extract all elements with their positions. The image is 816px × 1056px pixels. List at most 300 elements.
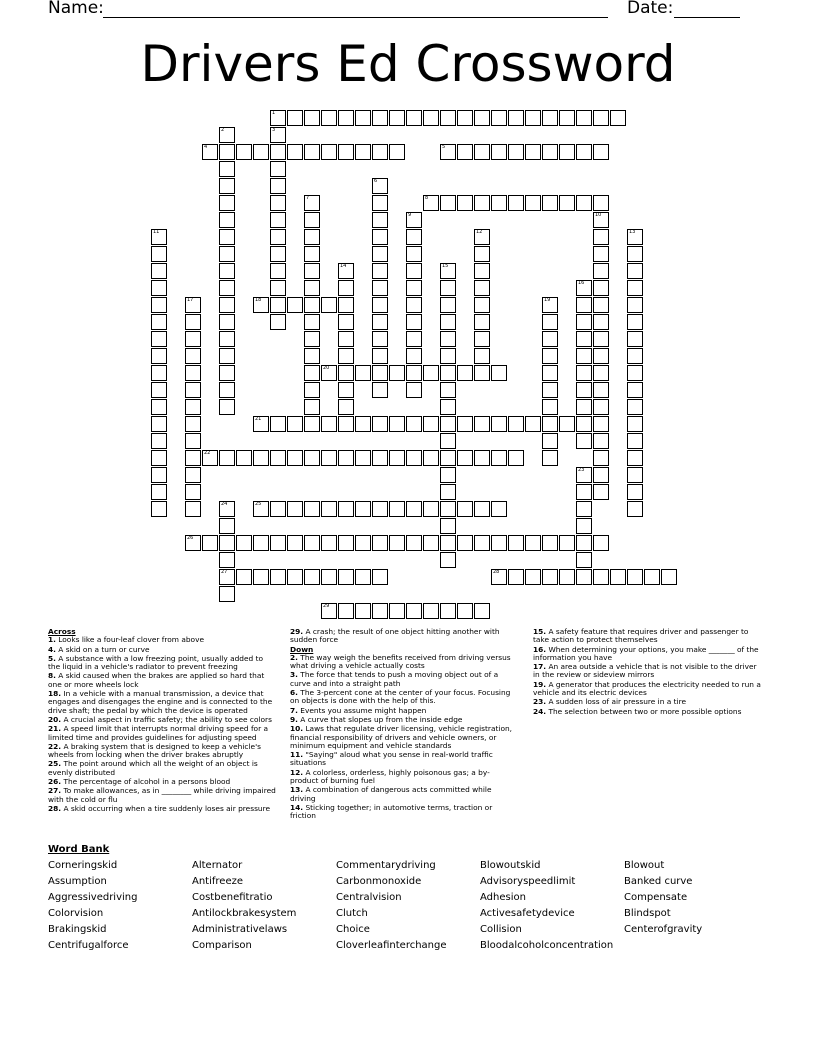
grid-cell[interactable]: [185, 399, 201, 415]
grid-cell[interactable]: [576, 569, 592, 585]
grid-cell[interactable]: [304, 501, 320, 517]
grid-cell[interactable]: [219, 518, 235, 534]
grid-cell[interactable]: [576, 144, 592, 160]
grid-cell[interactable]: [355, 569, 371, 585]
grid-cell[interactable]: [389, 501, 405, 517]
grid-cell[interactable]: [338, 144, 354, 160]
grid-cell[interactable]: [355, 450, 371, 466]
grid-cell[interactable]: [508, 195, 524, 211]
grid-cell[interactable]: [525, 416, 541, 432]
grid-cell[interactable]: [338, 314, 354, 330]
grid-cell[interactable]: [576, 365, 592, 381]
grid-cell[interactable]: [151, 263, 167, 279]
grid-cell[interactable]: [338, 603, 354, 619]
grid-cell[interactable]: [202, 535, 218, 551]
grid-cell[interactable]: [219, 314, 235, 330]
grid-cell[interactable]: [287, 569, 303, 585]
grid-cell[interactable]: [372, 212, 388, 228]
grid-cell[interactable]: [576, 382, 592, 398]
grid-cell[interactable]: [440, 314, 456, 330]
grid-cell[interactable]: [440, 433, 456, 449]
grid-cell[interactable]: [151, 280, 167, 296]
grid-cell[interactable]: [423, 450, 439, 466]
grid-cell[interactable]: [576, 552, 592, 568]
grid-cell[interactable]: [304, 246, 320, 262]
grid-cell[interactable]: [185, 365, 201, 381]
grid-cell[interactable]: [304, 569, 320, 585]
grid-cell[interactable]: [219, 348, 235, 364]
grid-cell[interactable]: [270, 229, 286, 245]
grid-cell[interactable]: [406, 229, 422, 245]
grid-cell[interactable]: [219, 552, 235, 568]
grid-cell[interactable]: [627, 365, 643, 381]
grid-cell[interactable]: [474, 314, 490, 330]
grid-cell[interactable]: [372, 297, 388, 313]
grid-cell[interactable]: [338, 399, 354, 415]
grid-cell[interactable]: [457, 535, 473, 551]
grid-cell[interactable]: [304, 212, 320, 228]
grid-cell[interactable]: [287, 110, 303, 126]
grid-cell[interactable]: [542, 416, 558, 432]
grid-cell[interactable]: [372, 263, 388, 279]
grid-cell[interactable]: [185, 416, 201, 432]
grid-cell[interactable]: [321, 297, 337, 313]
grid-cell[interactable]: [559, 535, 575, 551]
grid-cell[interactable]: [644, 569, 660, 585]
grid-cell[interactable]: [593, 314, 609, 330]
grid-cell[interactable]: [559, 144, 575, 160]
grid-cell[interactable]: [440, 416, 456, 432]
grid-cell[interactable]: [542, 110, 558, 126]
grid-cell[interactable]: [321, 416, 337, 432]
grid-cell[interactable]: [389, 110, 405, 126]
grid-cell[interactable]: [576, 110, 592, 126]
grid-cell[interactable]: [389, 450, 405, 466]
grid-cell[interactable]: [440, 603, 456, 619]
grid-cell[interactable]: [627, 263, 643, 279]
grid-cell[interactable]: [389, 144, 405, 160]
grid-cell[interactable]: [474, 501, 490, 517]
grid-cell[interactable]: [627, 433, 643, 449]
grid-cell[interactable]: [627, 280, 643, 296]
grid-cell[interactable]: [559, 195, 575, 211]
grid-cell[interactable]: [372, 280, 388, 296]
grid-cell[interactable]: [321, 535, 337, 551]
grid-cell[interactable]: [219, 161, 235, 177]
grid-cell[interactable]: [304, 297, 320, 313]
grid-cell[interactable]: [151, 382, 167, 398]
grid-cell[interactable]: [389, 365, 405, 381]
grid-cell[interactable]: [151, 450, 167, 466]
grid-cell[interactable]: [542, 331, 558, 347]
grid-cell[interactable]: [287, 501, 303, 517]
grid-cell[interactable]: [440, 110, 456, 126]
grid-cell[interactable]: [593, 110, 609, 126]
grid-cell[interactable]: [236, 144, 252, 160]
grid-cell[interactable]: [457, 450, 473, 466]
grid-cell[interactable]: [474, 195, 490, 211]
grid-cell[interactable]: [321, 501, 337, 517]
grid-cell[interactable]: [576, 501, 592, 517]
grid-cell[interactable]: [304, 535, 320, 551]
grid-cell[interactable]: [593, 399, 609, 415]
grid-cell[interactable]: [508, 450, 524, 466]
grid-cell[interactable]: [338, 297, 354, 313]
grid-cell[interactable]: [474, 348, 490, 364]
date-line[interactable]: [674, 17, 740, 18]
grid-cell[interactable]: [542, 450, 558, 466]
grid-cell[interactable]: [576, 331, 592, 347]
grid-cell[interactable]: [185, 433, 201, 449]
grid-cell[interactable]: [576, 433, 592, 449]
grid-cell[interactable]: [304, 263, 320, 279]
grid-cell[interactable]: [355, 603, 371, 619]
grid-cell[interactable]: [236, 569, 252, 585]
grid-cell[interactable]: [219, 365, 235, 381]
grid-cell[interactable]: [151, 348, 167, 364]
grid-cell[interactable]: [270, 212, 286, 228]
grid-cell[interactable]: [474, 110, 490, 126]
grid-cell[interactable]: [372, 501, 388, 517]
grid-cell[interactable]: [372, 246, 388, 262]
grid-cell[interactable]: [219, 535, 235, 551]
grid-cell[interactable]: [525, 195, 541, 211]
grid-cell[interactable]: [440, 280, 456, 296]
grid-cell[interactable]: [440, 365, 456, 381]
grid-cell[interactable]: [253, 535, 269, 551]
grid-cell[interactable]: [270, 314, 286, 330]
grid-cell[interactable]: [627, 467, 643, 483]
grid-cell[interactable]: [219, 263, 235, 279]
grid-cell[interactable]: [304, 280, 320, 296]
grid-cell[interactable]: [406, 382, 422, 398]
grid-cell[interactable]: [372, 382, 388, 398]
grid-cell[interactable]: [559, 110, 575, 126]
grid-cell[interactable]: [474, 603, 490, 619]
grid-cell[interactable]: [627, 314, 643, 330]
grid-cell[interactable]: [627, 399, 643, 415]
grid-cell[interactable]: [576, 399, 592, 415]
grid-cell[interactable]: [440, 552, 456, 568]
grid-cell[interactable]: [321, 144, 337, 160]
grid-cell[interactable]: [304, 229, 320, 245]
grid-cell[interactable]: [627, 297, 643, 313]
grid-cell[interactable]: [423, 501, 439, 517]
grid-cell[interactable]: [542, 314, 558, 330]
grid-cell[interactable]: [219, 331, 235, 347]
grid-cell[interactable]: [338, 365, 354, 381]
grid-cell[interactable]: [440, 484, 456, 500]
grid-cell[interactable]: [457, 110, 473, 126]
grid-cell[interactable]: [151, 484, 167, 500]
grid-cell[interactable]: [219, 382, 235, 398]
grid-cell[interactable]: [219, 280, 235, 296]
grid-cell[interactable]: [440, 382, 456, 398]
grid-cell[interactable]: [270, 450, 286, 466]
grid-cell[interactable]: [593, 535, 609, 551]
grid-cell[interactable]: [406, 535, 422, 551]
grid-cell[interactable]: [525, 110, 541, 126]
grid-cell[interactable]: [185, 348, 201, 364]
grid-cell[interactable]: [185, 382, 201, 398]
grid-cell[interactable]: [372, 569, 388, 585]
grid-cell[interactable]: [491, 365, 507, 381]
grid-cell[interactable]: [270, 297, 286, 313]
grid-cell[interactable]: [593, 246, 609, 262]
grid-cell[interactable]: [406, 246, 422, 262]
grid-cell[interactable]: [304, 314, 320, 330]
grid-cell[interactable]: [440, 467, 456, 483]
grid-cell[interactable]: [321, 110, 337, 126]
grid-cell[interactable]: [440, 501, 456, 517]
grid-cell[interactable]: [559, 416, 575, 432]
grid-cell[interactable]: [576, 484, 592, 500]
grid-cell[interactable]: [406, 280, 422, 296]
grid-cell[interactable]: [627, 382, 643, 398]
grid-cell[interactable]: [661, 569, 677, 585]
grid-cell[interactable]: [185, 331, 201, 347]
grid-cell[interactable]: [355, 535, 371, 551]
grid-cell[interactable]: [593, 416, 609, 432]
grid-cell[interactable]: [491, 535, 507, 551]
grid-cell[interactable]: [253, 144, 269, 160]
grid-cell[interactable]: [338, 535, 354, 551]
grid-cell[interactable]: [474, 144, 490, 160]
grid-cell[interactable]: [525, 535, 541, 551]
grid-cell[interactable]: [355, 144, 371, 160]
grid-cell[interactable]: [440, 195, 456, 211]
grid-cell[interactable]: [304, 110, 320, 126]
grid-cell[interactable]: [610, 110, 626, 126]
grid-cell[interactable]: [542, 433, 558, 449]
grid-cell[interactable]: [151, 433, 167, 449]
grid-cell[interactable]: [593, 229, 609, 245]
grid-cell[interactable]: [287, 535, 303, 551]
grid-cell[interactable]: [627, 484, 643, 500]
grid-cell[interactable]: [270, 535, 286, 551]
grid-cell[interactable]: [423, 535, 439, 551]
grid-cell[interactable]: [270, 501, 286, 517]
grid-cell[interactable]: [338, 110, 354, 126]
grid-cell[interactable]: [457, 144, 473, 160]
grid-cell[interactable]: [151, 246, 167, 262]
grid-cell[interactable]: [406, 365, 422, 381]
grid-cell[interactable]: [627, 569, 643, 585]
grid-cell[interactable]: [304, 348, 320, 364]
grid-cell[interactable]: [372, 195, 388, 211]
grid-cell[interactable]: [372, 229, 388, 245]
grid-cell[interactable]: [338, 382, 354, 398]
grid-cell[interactable]: [440, 450, 456, 466]
grid-cell[interactable]: [542, 348, 558, 364]
grid-cell[interactable]: [372, 314, 388, 330]
grid-cell[interactable]: [542, 144, 558, 160]
grid-cell[interactable]: [355, 501, 371, 517]
grid-cell[interactable]: [491, 195, 507, 211]
grid-cell[interactable]: [627, 501, 643, 517]
grid-cell[interactable]: [372, 535, 388, 551]
grid-cell[interactable]: [355, 416, 371, 432]
grid-cell[interactable]: [185, 314, 201, 330]
grid-cell[interactable]: [423, 416, 439, 432]
grid-cell[interactable]: [372, 365, 388, 381]
grid-cell[interactable]: [542, 535, 558, 551]
grid-cell[interactable]: [151, 416, 167, 432]
grid-cell[interactable]: [406, 263, 422, 279]
grid-cell[interactable]: [627, 416, 643, 432]
grid-cell[interactable]: [491, 144, 507, 160]
grid-cell[interactable]: [219, 297, 235, 313]
grid-cell[interactable]: [406, 348, 422, 364]
grid-cell[interactable]: [406, 314, 422, 330]
grid-cell[interactable]: [457, 195, 473, 211]
grid-cell[interactable]: [372, 603, 388, 619]
grid-cell[interactable]: [304, 450, 320, 466]
grid-cell[interactable]: [474, 246, 490, 262]
grid-cell[interactable]: [338, 348, 354, 364]
grid-cell[interactable]: [151, 501, 167, 517]
grid-cell[interactable]: [610, 569, 626, 585]
grid-cell[interactable]: [304, 144, 320, 160]
grid-cell[interactable]: [474, 297, 490, 313]
grid-cell[interactable]: [219, 212, 235, 228]
grid-cell[interactable]: [270, 416, 286, 432]
grid-cell[interactable]: [576, 314, 592, 330]
grid-cell[interactable]: [491, 450, 507, 466]
grid-cell[interactable]: [576, 348, 592, 364]
grid-cell[interactable]: [593, 144, 609, 160]
grid-cell[interactable]: [304, 399, 320, 415]
grid-cell[interactable]: [508, 416, 524, 432]
grid-cell[interactable]: [185, 484, 201, 500]
grid-cell[interactable]: [389, 603, 405, 619]
grid-cell[interactable]: [253, 450, 269, 466]
grid-cell[interactable]: [219, 399, 235, 415]
grid-cell[interactable]: [151, 297, 167, 313]
grid-cell[interactable]: [457, 501, 473, 517]
grid-cell[interactable]: [474, 280, 490, 296]
grid-cell[interactable]: [627, 246, 643, 262]
grid-cell[interactable]: [593, 450, 609, 466]
grid-cell[interactable]: [372, 348, 388, 364]
grid-cell[interactable]: [627, 348, 643, 364]
grid-cell[interactable]: [457, 603, 473, 619]
grid-cell[interactable]: [593, 331, 609, 347]
grid-cell[interactable]: [338, 280, 354, 296]
grid-cell[interactable]: [304, 331, 320, 347]
grid-cell[interactable]: [219, 229, 235, 245]
grid-cell[interactable]: [593, 263, 609, 279]
grid-cell[interactable]: [457, 416, 473, 432]
grid-cell[interactable]: [338, 569, 354, 585]
grid-cell[interactable]: [559, 569, 575, 585]
grid-cell[interactable]: [219, 450, 235, 466]
grid-cell[interactable]: [151, 467, 167, 483]
grid-cell[interactable]: [576, 518, 592, 534]
grid-cell[interactable]: [406, 416, 422, 432]
grid-cell[interactable]: [406, 297, 422, 313]
grid-cell[interactable]: [151, 331, 167, 347]
grid-cell[interactable]: [219, 144, 235, 160]
grid-cell[interactable]: [389, 416, 405, 432]
grid-cell[interactable]: [406, 331, 422, 347]
grid-cell[interactable]: [372, 416, 388, 432]
grid-cell[interactable]: [542, 399, 558, 415]
grid-cell[interactable]: [355, 110, 371, 126]
grid-cell[interactable]: [593, 365, 609, 381]
grid-cell[interactable]: [423, 110, 439, 126]
grid-cell[interactable]: [270, 263, 286, 279]
grid-cell[interactable]: [542, 382, 558, 398]
grid-cell[interactable]: [219, 195, 235, 211]
grid-cell[interactable]: [219, 586, 235, 602]
grid-cell[interactable]: [474, 416, 490, 432]
grid-cell[interactable]: [219, 246, 235, 262]
grid-cell[interactable]: [406, 603, 422, 619]
grid-cell[interactable]: [593, 484, 609, 500]
grid-cell[interactable]: [270, 569, 286, 585]
grid-cell[interactable]: [287, 297, 303, 313]
grid-cell[interactable]: [304, 382, 320, 398]
grid-cell[interactable]: [576, 535, 592, 551]
grid-cell[interactable]: [576, 297, 592, 313]
grid-cell[interactable]: [593, 195, 609, 211]
grid-cell[interactable]: [270, 195, 286, 211]
grid-cell[interactable]: [185, 501, 201, 517]
grid-cell[interactable]: [491, 110, 507, 126]
grid-cell[interactable]: [542, 195, 558, 211]
grid-cell[interactable]: [440, 399, 456, 415]
grid-cell[interactable]: [321, 450, 337, 466]
grid-cell[interactable]: [287, 144, 303, 160]
grid-cell[interactable]: [253, 569, 269, 585]
grid-cell[interactable]: [474, 535, 490, 551]
grid-cell[interactable]: [270, 144, 286, 160]
grid-cell[interactable]: [151, 314, 167, 330]
grid-cell[interactable]: [440, 297, 456, 313]
grid-cell[interactable]: [389, 535, 405, 551]
grid-cell[interactable]: [542, 365, 558, 381]
grid-cell[interactable]: [372, 110, 388, 126]
grid-cell[interactable]: [270, 161, 286, 177]
grid-cell[interactable]: [593, 569, 609, 585]
grid-cell[interactable]: [491, 501, 507, 517]
grid-cell[interactable]: [423, 603, 439, 619]
grid-cell[interactable]: [457, 365, 473, 381]
grid-cell[interactable]: [338, 416, 354, 432]
grid-cell[interactable]: [270, 178, 286, 194]
grid-cell[interactable]: [576, 195, 592, 211]
grid-cell[interactable]: [151, 399, 167, 415]
grid-cell[interactable]: [372, 450, 388, 466]
grid-cell[interactable]: [474, 450, 490, 466]
grid-cell[interactable]: [474, 331, 490, 347]
grid-cell[interactable]: [474, 365, 490, 381]
grid-cell[interactable]: [593, 382, 609, 398]
grid-cell[interactable]: [474, 263, 490, 279]
grid-cell[interactable]: [627, 450, 643, 466]
grid-cell[interactable]: [593, 348, 609, 364]
grid-cell[interactable]: [406, 450, 422, 466]
grid-cell[interactable]: [236, 535, 252, 551]
grid-cell[interactable]: [236, 450, 252, 466]
grid-cell[interactable]: [440, 348, 456, 364]
grid-cell[interactable]: [440, 518, 456, 534]
grid-cell[interactable]: [440, 535, 456, 551]
grid-cell[interactable]: [593, 280, 609, 296]
grid-cell[interactable]: [355, 365, 371, 381]
grid-cell[interactable]: [338, 331, 354, 347]
